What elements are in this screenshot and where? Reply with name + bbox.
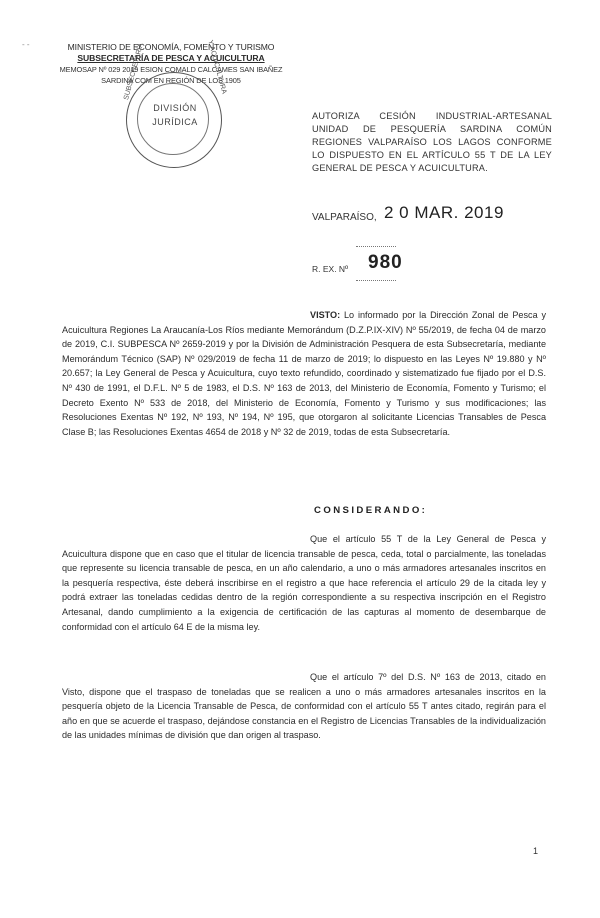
paragraph-1-first-line: Que el artículo 55 T de la Ley General de Pesca y <box>310 534 546 544</box>
resolution-number: 980 <box>368 252 403 273</box>
date-value: 2 0 MAR. 2019 <box>384 203 504 222</box>
considerando-paragraph-2 <box>62 670 546 743</box>
date-label: VALPARAÍSO, <box>312 212 377 223</box>
stamp-side-right: Y ACUICULTURA <box>205 39 227 95</box>
stamp-line-1: DIVISIÓN <box>153 103 197 113</box>
considerando-paragraph-1 <box>62 532 546 634</box>
paragraph-1-text: Acuicultura dispone que en caso que el titular de licencia transable de pesca, ceda, total o parcialmente, las toneladas que represente su licencia transable de pesca, en un año calendario, a uno o más armadores artesanales inscritos en la pesquería respectiva, éste deberá inscribirse en el registro a que hace referencia el artículo 29 de la citada ley y podrá extraer las toneladas cedidas dentro de la región correspondiente a su respectiva inscripción en el Registro Artesanal, dando cumplimiento a la exigencia de certificación de las capturas al momento de desembarque de conformidad con el artículo 64 E de la misma ley. <box>62 548 546 632</box>
resolution-title: AUTORIZA CESIÓN INDUSTRIAL-ARTESANAL UNIDAD DE PESQUERÍA SARDINA COMÚN REGIONES VALPARAÍSO LOS LAGOS CONFORME LO DISPUESTO EN EL ARTÍCULO 55 T DE LA LEY GENERAL DE PESCA Y ACUICULTURA. <box>312 111 552 173</box>
stamp-line-2: JURÍDICA <box>152 117 198 127</box>
corner-mark: - - <box>22 40 30 49</box>
subsecretaria-name: SUBSECRETARÍA DE PESCA Y ACUICULTURA <box>77 53 265 63</box>
resolution-label: R. EX. Nº <box>312 264 349 274</box>
page-number: 1 <box>533 846 539 856</box>
considerando-heading: CONSIDERANDO: <box>314 505 428 516</box>
visto-section <box>62 308 546 439</box>
region-reference: SARDINA COM EN REGIÓN DE LOS 1905 <box>101 76 241 85</box>
resolution-dots-top <box>356 246 396 247</box>
memo-reference: MEMOSAP Nº 029 2019 ESION COMALD CALCAMES SAN IBAÑEZ <box>59 65 283 74</box>
resolution-dots-bottom <box>356 280 396 281</box>
paragraph-2-first-line: Que el artículo 7º del D.S. Nº 163 de 2013, citado <box>310 672 532 682</box>
visto-text: Lo informado por la Dirección Zonal de Pesca y Acuicultura Regiones La Araucanía-Los Ríos mediante Memorándum (D.Z.P.IX-XIV) Nº 55/2019, de fecha 04 de marzo de 2019, C.I. SUBPESCA Nº 2659-2019 y por la División de Administración Pesquera de esta Subsecretaría, mediante Memorándum Técnico (SAP) Nº 029/2019 de fecha 11 de marzo de 2019; lo dispuesto en las Leyes Nº 19.880 y Nº 20.657; la Ley General de Pesca y Acuicultura, cuyo texto refundido, coordinado y sistematizado fue fijado por el D.S. Nº 430 de 1991, el D.F.L. Nº 5 de 1983, el D.S. Nº 163 de 2013, del Ministerio de Economía, Fomento y Turismo; el Decreto Exento Nº 533 de 2018, del Ministerio de Economía, Fomento y Turismo y sus modificaciones; las Resoluciones Exentas Nº 192, Nº 193, Nº 194, Nº 195, que otorgaron al solicitante Licencias Transables de Pesca Clase B; las Resoluciones Exentas 4654 de 2018 y Nº 32 de 2019, todas de esta Subsecretaría. <box>62 310 547 437</box>
paragraph-2-text: en Visto, dispone que el traspaso de toneladas que se realicen a uno o más armadores artesanales inscritos en la pesquería objeto de la Licencia Transable de Pesca, de conformidad con el artículo 55 T antes citado, regirán para el año en que se acuerde el traspaso, dejándose constancia en el Registro de Licencias Transables de la individualización de las unidades mínimas de división que dan origen al traspaso. <box>62 672 546 741</box>
visto-label: VISTO: <box>310 310 341 320</box>
ministry-name: MINISTERIO DE ECONOMÍA, FOMENTO Y TURISMO <box>67 42 275 52</box>
stamp-side-left: SUBSECRETARÍA <box>123 42 145 101</box>
